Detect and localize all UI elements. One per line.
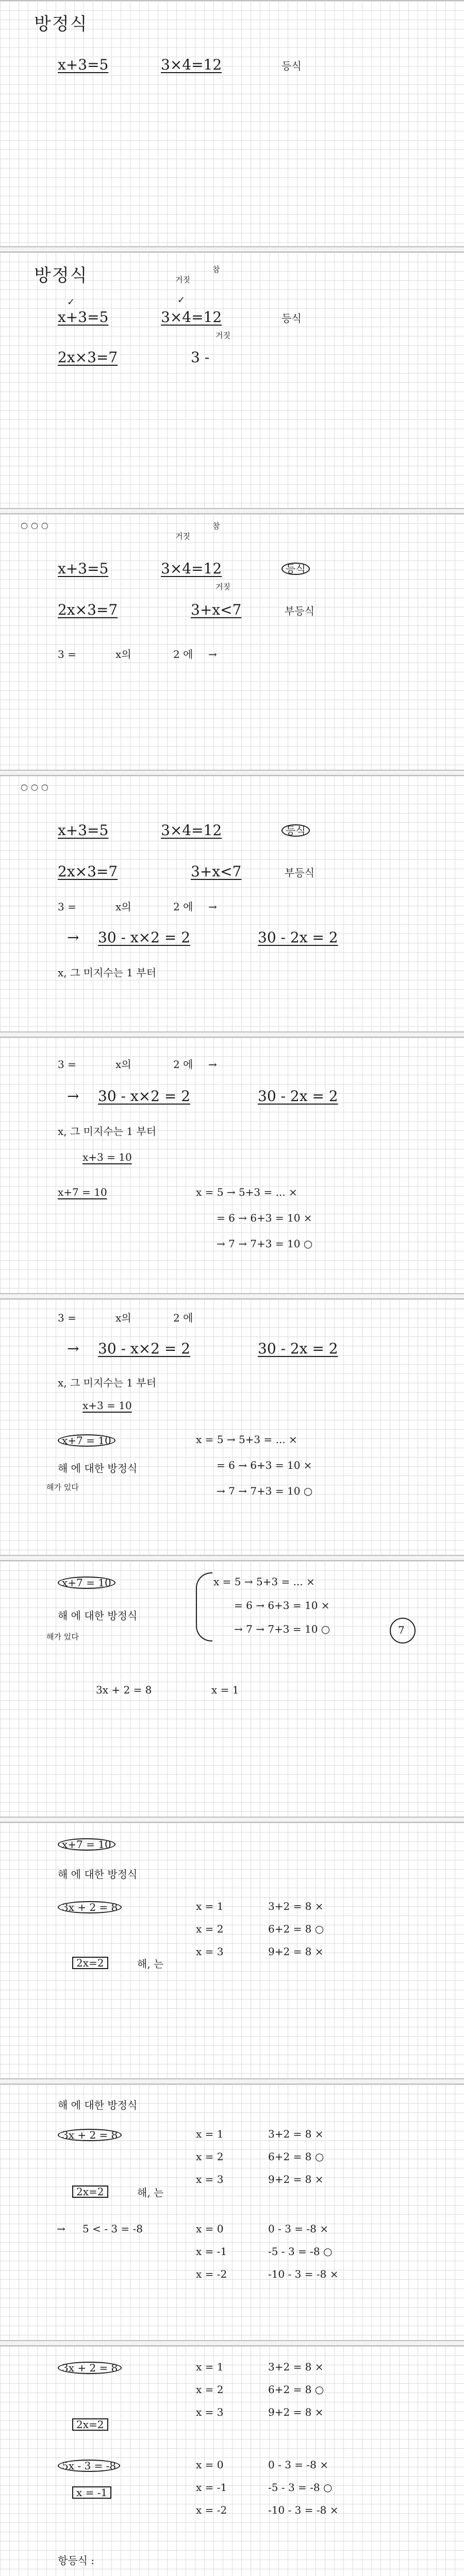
note-page-1 [0,0,464,247]
mark-label: 참 [212,521,220,531]
equation-3-times-4: 3×4=12 [161,56,222,73]
equation-three: 3 - [191,349,210,366]
step-3: 3 = [58,1312,76,1324]
inequality-note: 부등식 [285,605,314,617]
equation-note: 등식 [281,312,302,325]
solution-label: 해 에 대한 방정식 [58,1462,138,1475]
note-page-4 [0,775,464,1032]
arrow: → [208,901,217,913]
binder-holes: ○○○ [21,782,52,792]
equation-x-plus-7: x+7 = 10 [58,1434,115,1447]
table-row-2: 6+2 = 8 ○ [268,2383,324,2396]
row-m1: -5 - 3 = -8 ○ [268,2481,333,2494]
step-3: 3 = [58,1058,76,1071]
equation-3-times-4: 3×4=12 [161,309,222,326]
mark-label: 거짓 [216,331,230,340]
equation-x-plus-3: x+3=5 [58,822,109,839]
equation-2x: 2x×3=7 [58,601,118,618]
table-row-2: 6+2 = 8 ○ [268,1923,324,1935]
arrow: → [208,1058,217,1071]
equation-x-plus-3-10: x+3 = 10 [82,1399,132,1412]
page-title: 방정식 [34,14,88,35]
equation-30-right: 30 - 2x = 2 [258,1088,338,1105]
arrow: → [67,1088,79,1105]
table-row-1: 3+2 = 8 × [268,2128,324,2140]
note-page-8 [0,1822,464,2079]
so-label: 해, 는 [137,2187,164,2199]
note-page-3 [0,513,464,771]
note-page-5 [0,1037,464,1294]
equation-x-plus-3-10: x+3 = 10 [82,1151,132,1163]
mark-label: 거짓 [175,275,190,284]
inequality-5-3: 5 < - 3 = -8 [82,2223,143,2235]
trial-row-x6: = 6 → 6+3 = 10 × [217,1212,312,1224]
equation-x-plus-3: x+3=5 [58,309,109,326]
equation-2x: 2x×3=7 [58,349,118,366]
arrow: → [57,2223,65,2235]
arrow: → [208,648,217,660]
equation-note: 등식 [281,824,310,837]
equation-3x-plus-2: 3x + 2 = 8 [96,1684,152,1696]
equation-3-times-4: 3×4=12 [161,822,222,839]
mark-label: 거짓 [175,532,190,541]
trial-row-x7: → 7 → 7+3 = 10 ○ [234,1623,330,1635]
circled-seven: 7 [398,1624,405,1636]
equation-3-plus-x: 3+x<7 [191,601,242,618]
arrow: → [67,1340,79,1357]
boxed-solution: 2x=2 [72,2418,108,2431]
x-eq-m2: x = -2 [196,2268,227,2280]
table-row-3: 9+2 = 8 × [268,2173,324,2185]
equation-x-plus-7: x+7 = 10 [58,1186,107,1198]
equation-note: 등식 [281,563,310,575]
equation-30-left: 30 - x×2 = 2 [98,929,191,946]
x-label: x의 [115,648,131,660]
table-row-1: 3+2 = 8 × [268,1900,324,1912]
table-row-1: 3+2 = 8 × [268,2361,324,2373]
boxed-solution: 2x=2 [72,2185,108,2198]
x-eq-m1: x = -1 [196,2481,227,2494]
binder-holes: ○○○ [21,520,52,530]
note-page-9 [0,2083,464,2341]
x-eq-m2: x = -2 [196,2504,227,2516]
equation-30-left: 30 - x×2 = 2 [98,1340,191,1357]
x-eq-1: x = 1 [196,2128,224,2140]
equation-2x: 2x×3=7 [58,863,118,880]
step-3: 3 = [58,648,76,660]
x-label: x의 [115,901,131,913]
trial-row-x6: = 6 → 6+3 = 10 × [217,1459,312,1471]
equation-30-left: 30 - x×2 = 2 [98,1088,191,1105]
equation-3-plus-x: 3+x<7 [191,863,242,880]
x-eq-1: x = 1 [211,1684,239,1696]
note-page-7 [0,1560,464,1818]
equation-3x-plus-2: 3x + 2 = 8 [58,2362,122,2374]
x-description: x, 그 미지수는 1 부터 [58,967,157,979]
solve-label: 해가 있다 [46,1632,79,1641]
equation-x-plus-3: x+3=5 [58,560,109,577]
trial-row-x7: → 7 → 7+3 = 10 ○ [217,1485,313,1497]
boxed-solution-2: x = -1 [72,2486,111,2499]
equation-3-times-4: 3×4=12 [161,560,222,577]
value-2: 2 에 [173,648,193,660]
equation-30-right: 30 - 2x = 2 [258,1340,338,1357]
equation-note: 등식 [281,60,302,72]
trial-row-x7: → 7 → 7+3 = 10 ○ [217,1238,313,1250]
x-description: x, 그 미지수는 1 부터 [58,1377,157,1389]
solution-label: 해 에 대한 방정식 [58,1868,138,1880]
bracket [196,1572,212,1641]
mark-label: 거짓 [216,582,230,591]
solution-label: 해 에 대한 방정식 [58,1609,138,1622]
x-label: x의 [115,1058,131,1071]
x-eq-1: x = 1 [196,1900,224,1912]
equation-5x-3: 5x - 3 = -8 [58,2460,120,2472]
trial-row-x5: x = 5 → 5+3 = ... × [196,1433,297,1446]
step-3: 3 = [58,901,76,913]
row-0: 0 - 3 = -8 × [268,2459,328,2471]
equation-x-plus-7: x+7 = 10 [58,1577,115,1589]
equation-3x-plus-2: 3x + 2 = 8 [58,1901,122,1913]
x-eq-2: x = 2 [196,2383,224,2396]
x-eq-3: x = 3 [196,2406,224,2418]
x-eq-2: x = 2 [196,2150,224,2163]
equation-x-plus-3: x+3=5 [58,56,109,73]
x-eq-m1: x = -1 [196,2245,227,2258]
x-eq-0: x = 0 [196,2223,224,2235]
identity-label: 항등식 : [58,2554,95,2567]
page-title: 방정식 [34,265,88,286]
x-description: x, 그 미지수는 1 부터 [58,1125,157,1138]
trial-row-x6: = 6 → 6+3 = 10 × [234,1599,330,1612]
x-eq-0: x = 0 [196,2459,224,2471]
note-page-10 [0,2345,464,2576]
table-row-3: 9+2 = 8 × [268,1945,324,1958]
equation-30-right: 30 - 2x = 2 [258,929,338,946]
solution-label: 해 에 대한 방정식 [58,2099,138,2111]
arrow: → [67,929,79,946]
equation-x-plus-7: x+7 = 10 [58,1838,115,1851]
x-eq-1: x = 1 [196,2361,224,2373]
note-page-2: 방정식 거짓 참 ✓ ✓ x+3=5 3×4=12 등식 거짓 2x×3=7 3 - [0,251,464,509]
table-row-2: 6+2 = 8 ○ [268,2150,324,2163]
x-eq-2: x = 2 [196,1923,224,1935]
x-eq-3: x = 3 [196,2173,224,2185]
trial-row-x5: x = 5 → 5+3 = ... × [213,1575,315,1588]
so-label: 해, 는 [137,1958,164,1970]
boxed-solution: 2x=2 [72,1957,108,1969]
mark-label: 참 [212,265,220,274]
table-row-3: 9+2 = 8 × [268,2406,324,2418]
value-2: 2 에 [173,1312,193,1324]
row-0: 0 - 3 = -8 × [268,2223,328,2235]
inequality-note: 부등식 [285,867,314,879]
equation-3x-plus-2: 3x + 2 = 8 [58,2129,122,2141]
note-page-6 [0,1298,464,1556]
x-eq-3: x = 3 [196,1945,224,1958]
solve-label: 해가 있다 [46,1483,79,1492]
row-m2: -10 - 3 = -8 × [268,2504,339,2516]
row-m2: -10 - 3 = -8 × [268,2268,339,2280]
x-label: x의 [115,1312,131,1324]
row-m1: -5 - 3 = -8 ○ [268,2245,333,2258]
value-2: 2 에 [173,901,193,913]
trial-row-x5: x = 5 → 5+3 = ... × [196,1186,297,1198]
value-2: 2 에 [173,1058,193,1071]
